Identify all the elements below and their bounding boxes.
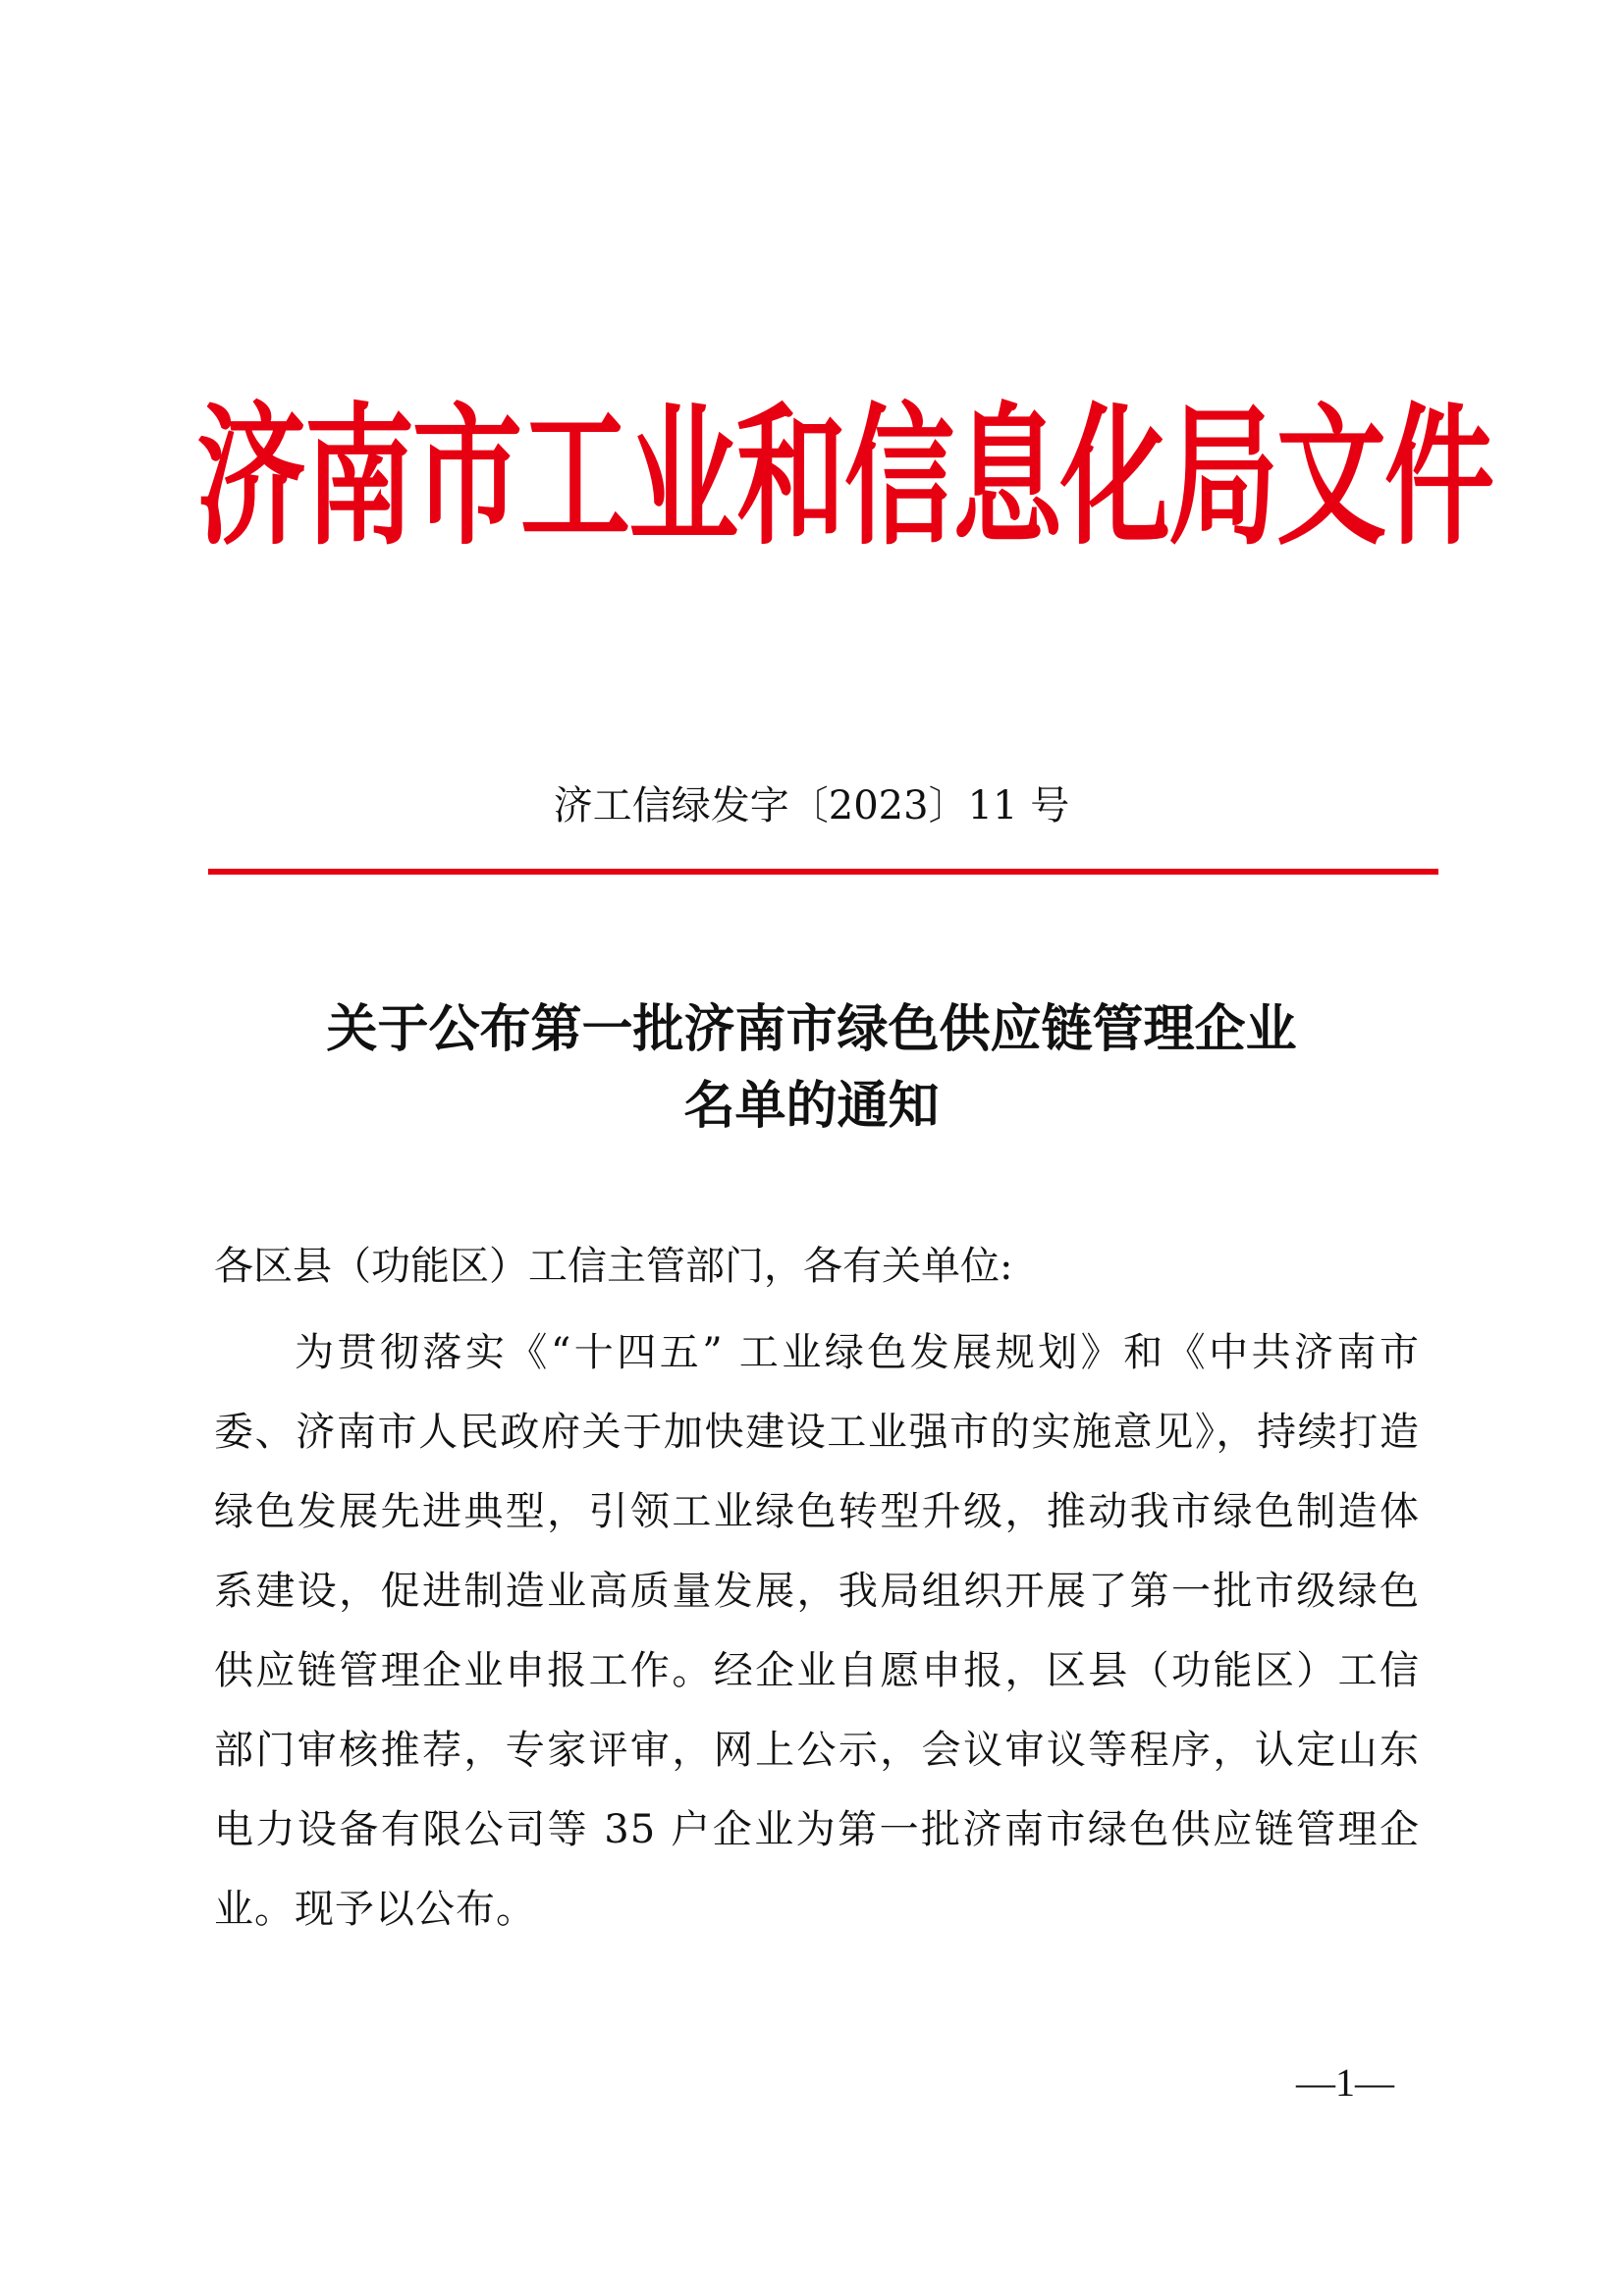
body-paragraph: 为贯彻落实《“十四五” 工业绿色发展规划》和《中共济南市委、济南市人民政府关于加快建设工业强市的实施意见》，持续打造绿色发展先进典型，引领工业绿色转型升级，推动我市绿色制造体系建设，促进制造业高质量发展，我局组织开展了第一批市级绿色供应链管理企业申报工作。经企业自愿申报，区县（功能区）工信部门审核推荐，专家评审，网上公示，会议审议等程序，认定山东电力设备有限公司等 35 户企业为第一批济南市绿色供应链管理企业。现予以公布。 xyxy=(214,1330,1420,1932)
notice-title xyxy=(196,991,1427,1145)
red-divider-rule xyxy=(208,869,1438,875)
salutation: 各区县（功能区）工信主管部门，各有关单位: xyxy=(214,1244,1013,1289)
notice-title-line-1: 关于公布第一批济南市绿色供应链管理企业 xyxy=(326,999,1297,1059)
page-number: —1— xyxy=(1296,2060,1394,2105)
notice-title-line-2: 名单的通知 xyxy=(683,1076,940,1136)
document-number: 济工信绿发字〔2023〕11 号 xyxy=(553,783,1070,828)
masthead-title: 济南市工业和信息化局文件 xyxy=(196,389,1492,566)
